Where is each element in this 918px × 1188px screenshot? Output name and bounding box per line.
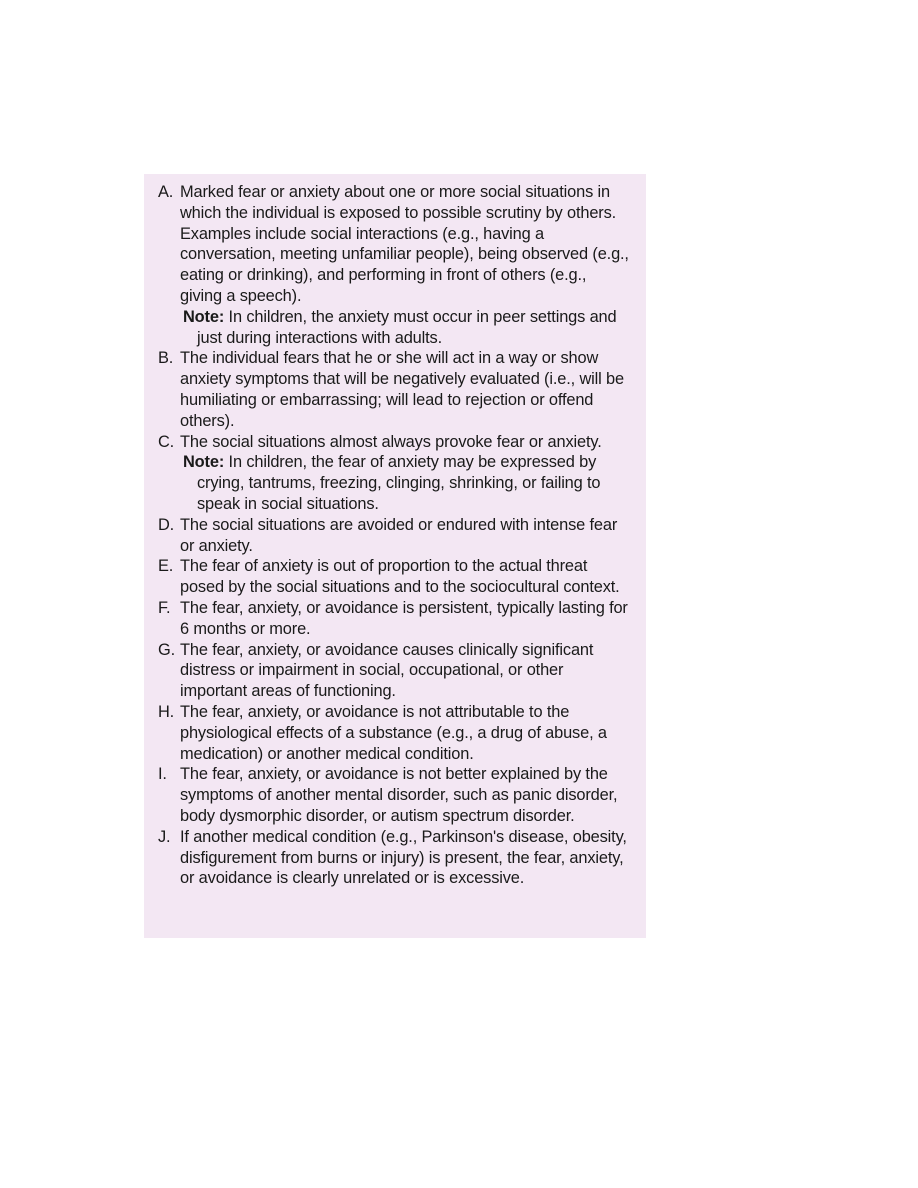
criterion-letter: B. <box>158 349 174 368</box>
note-label: Note: <box>183 307 225 326</box>
criterion-a <box>158 182 632 307</box>
criterion-letter: G. <box>158 640 176 659</box>
criterion-c-note <box>158 452 632 514</box>
criterion-letter: I. <box>158 765 167 784</box>
criterion-h <box>158 702 632 764</box>
criterion-text: Marked fear or anxiety about one or more social situations in which the individual is exposed to possible scrutiny by others. Examples include social interactions (e.g., having a conversation, meeting unfamiliar people), being observed (e.g., eating or drinking), and performing in front of others (e.g., giving a speech). <box>180 183 629 305</box>
criterion-a-note <box>158 307 632 349</box>
criterion-c <box>158 432 632 453</box>
criterion-text: The social situations are avoided or endured with intense fear or anxiety. <box>180 515 618 555</box>
criterion-e <box>158 556 632 598</box>
criterion-letter: E. <box>158 557 174 576</box>
criterion-text: The social situations almost always provoke fear or anxiety. <box>180 432 602 451</box>
criterion-j <box>158 827 632 889</box>
criterion-text: If another medical condition (e.g., Parkinson's disease, obesity, disfigurement from burns or injury) is present, the fear, anxiety, or avoidance is clearly unrelated or is excessive. <box>180 827 627 888</box>
criterion-letter: A. <box>158 183 174 201</box>
note-text: In children, the fear of anxiety may be expressed by crying, tantrums, freezing, clinging, shrinking, or failing to speak in social situations. <box>197 453 601 513</box>
criterion-letter: F. <box>158 598 171 617</box>
criterion-b <box>158 348 632 431</box>
criterion-letter: D. <box>158 515 175 534</box>
criterion-text: The fear, anxiety, or avoidance is not better explained by the symptoms of another mental disorder, such as panic disorder, body dysmorphic disorder, or autism spectrum disorder. <box>180 765 618 825</box>
criterion-i <box>158 764 632 826</box>
criterion-letter: C. <box>158 432 175 451</box>
criterion-letter: J. <box>158 827 171 846</box>
criterion-f <box>158 598 632 640</box>
note-label: Note: <box>183 453 225 472</box>
criterion-g <box>158 640 632 702</box>
criterion-text: The fear, anxiety, or avoidance is persistent, typically lasting for 6 months or more. <box>180 598 628 638</box>
criterion-d <box>158 515 632 557</box>
criterion-text: The individual fears that he or she will act in a way or show anxiety symptoms that will be negatively evaluated (i.e., will be humiliating or embarrassing; will lead to rejection or offend others). <box>180 349 624 430</box>
criteria-box <box>144 174 646 938</box>
criterion-text: The fear, anxiety, or avoidance causes clinically significant distress or impairment in social, occupational, or other important areas of functioning. <box>180 640 594 701</box>
criterion-text: The fear, anxiety, or avoidance is not attributable to the physiological effects of a substance (e.g., a drug of abuse, a medication) or another medical condition. <box>180 702 607 763</box>
criterion-letter: H. <box>158 702 175 721</box>
note-text: In children, the anxiety must occur in peer settings and just during interactions with adults. <box>197 307 617 347</box>
criterion-text: The fear of anxiety is out of proportion to the actual threat posed by the social situations and to the sociocultural context. <box>180 557 620 597</box>
